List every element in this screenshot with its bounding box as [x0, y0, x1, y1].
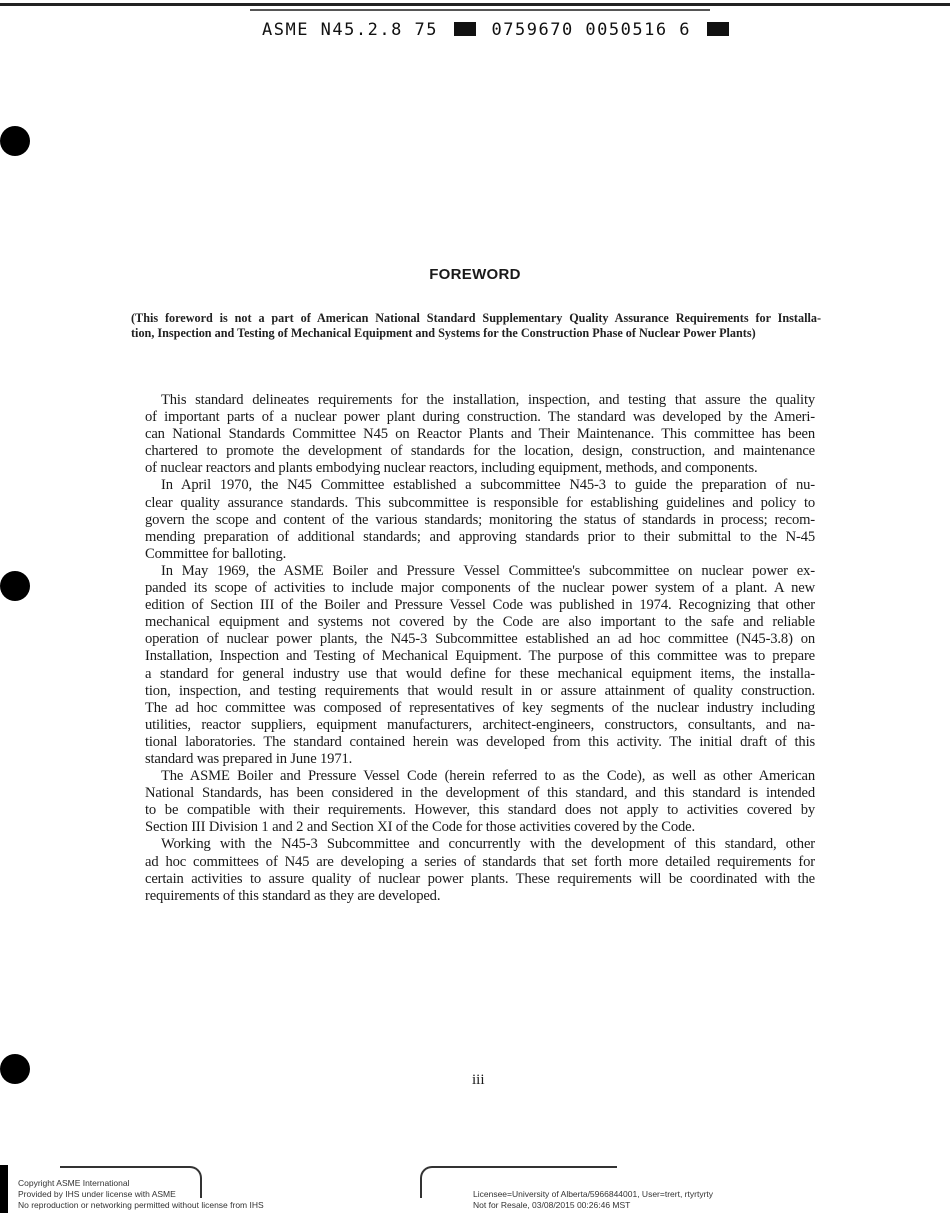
paragraph-line: govern the scope and content of the various standards; monitoring the status of standards in process; recom-: [145, 511, 815, 528]
punch-hole: [0, 571, 30, 601]
paragraph-line: Installation, Inspection and Testing of Mechanical Equipment. The purpose of this committee was to prepare: [145, 648, 815, 665]
paragraph-line: requirements of this standard as they are developed.: [145, 887, 441, 904]
paragraph-line: mechanical equipment and systems not covered by the Code are also important to the safe and reliable: [145, 614, 815, 631]
paragraph-line: In April 1970, the N45 Committee established a subcommittee N45-3 to guide the preparation of nu-: [161, 477, 815, 494]
paragraph-line: Working with the N45-3 Subcommittee and concurrently with the development of this standard, other: [161, 836, 815, 853]
black-mark: [707, 22, 729, 36]
paragraph-line: utilities, reactor suppliers, equipment manufacturers, architect-engineers, constructors, consultants, and na-: [145, 716, 815, 733]
paragraph-line: The ad hoc committee was composed of representatives of key segments of the nuclear industry including: [145, 699, 815, 716]
paragraph-line: National Standards, has been considered in the development of this standard, and this standard is intended: [145, 785, 815, 802]
paragraph-line: standard was prepared in June 1971.: [145, 750, 353, 767]
paragraph-line: tional laboratories. The standard contained herein was developed from this activity. The initial draft of this: [145, 733, 815, 750]
paragraph-line: of nuclear reactors and plants embodying nuclear reactors, including equipment, methods, and components.: [145, 460, 758, 477]
paragraph-line: can National Standards Committee N45 on Reactor Plants and Their Maintenance. This committee has been: [145, 426, 815, 443]
footer-line: No reproduction or networking permitted without license from IHS: [18, 1200, 264, 1210]
paragraph-line: a standard for general industry use that would define for these mechanical equipment items, the installa-: [145, 665, 815, 682]
paragraph-line: ad hoc committees of N45 are developing a series of standards that set forth more detailed requirements for: [145, 853, 815, 870]
punch-hole: [0, 126, 30, 156]
document-number: 0759670 0050516 6: [491, 20, 692, 40]
document-code-header: [262, 20, 733, 40]
footer-line: Copyright ASME International: [18, 1178, 130, 1188]
page-title: FOREWORD: [429, 266, 521, 283]
foreword-body: [145, 392, 815, 905]
page-number: iii: [472, 1072, 485, 1088]
paragraph-line: certain activities to assure quality of nuclear power plants. These requirements will be coordinated with the: [145, 870, 815, 887]
paragraph-line: Committee for balloting.: [145, 545, 287, 562]
foreword-note: [131, 311, 821, 341]
paragraph-line: panded its scope of activities to include major components of the nuclear power system of a plant. A new: [145, 580, 815, 597]
black-mark: [454, 22, 476, 36]
paragraph-line: This standard delineates requirements for the installation, inspection, and testing that assure the quality: [161, 392, 815, 408]
footer-line: Provided by IHS under license with ASME: [18, 1189, 176, 1199]
paragraph-line: Section III Division 1 and 2 and Section XI of the Code for those activities covered by the Code.: [145, 819, 696, 836]
footer-license: [473, 1189, 713, 1211]
footer-copyright: [18, 1178, 264, 1211]
paragraph-line: operation of nuclear power plants, the N45-3 Subcommittee established an ad hoc committee (N45-3.8) on: [145, 631, 815, 648]
scan-header-rule: [250, 9, 710, 11]
standard-code: ASME N45.2.8 75: [262, 20, 439, 40]
paragraph-line: of important parts of a nuclear power plant during construction. The standard was developed by the Ameri-: [145, 409, 815, 426]
intro-line: (This foreword is not a part of American National Standard Supplementary Quality Assurance Requirements for Installa-: [131, 311, 821, 325]
paragraph-line: edition of Section III of the Boiler and Pressure Vessel Code was published in 1974. Recognizing that other: [145, 597, 815, 614]
scan-edge-bar: [0, 1165, 8, 1213]
paragraph-line: tion, inspection, and testing requirements that would result in or assure attainment of quality construction.: [145, 682, 815, 699]
punch-hole: [0, 1054, 30, 1084]
paragraph-line: clear quality assurance standards. This subcommittee is responsible for establishing guidelines and policy to: [145, 494, 815, 511]
paragraph-line: mending preparation of additional standards; and approving standards prior to their submittal to the N-45: [145, 528, 815, 545]
intro-line: tion, Inspection and Testing of Mechanical Equipment and Systems for the Construction Phase of Nuclear Power Plants): [131, 326, 756, 340]
footer-line: Not for Resale, 03/08/2015 00:26:46 MST: [473, 1200, 631, 1210]
footer-line: Licensee=University of Alberta/5966844001, User=trert, rtyrtyrty: [473, 1189, 714, 1199]
scan-top-edge: [0, 3, 950, 6]
paragraph-line: The ASME Boiler and Pressure Vessel Code (herein referred to as the Code), as well as other American: [161, 768, 815, 785]
paragraph-line: In May 1969, the ASME Boiler and Pressure Vessel Committee's subcommittee on nuclear power ex-: [161, 562, 815, 579]
paragraph-line: chartered to promote the development of standards for the location, design, construction, and maintenance: [145, 443, 815, 460]
paragraph-line: to be compatible with their requirements. However, this standard does not apply to activities covered by: [145, 802, 815, 819]
